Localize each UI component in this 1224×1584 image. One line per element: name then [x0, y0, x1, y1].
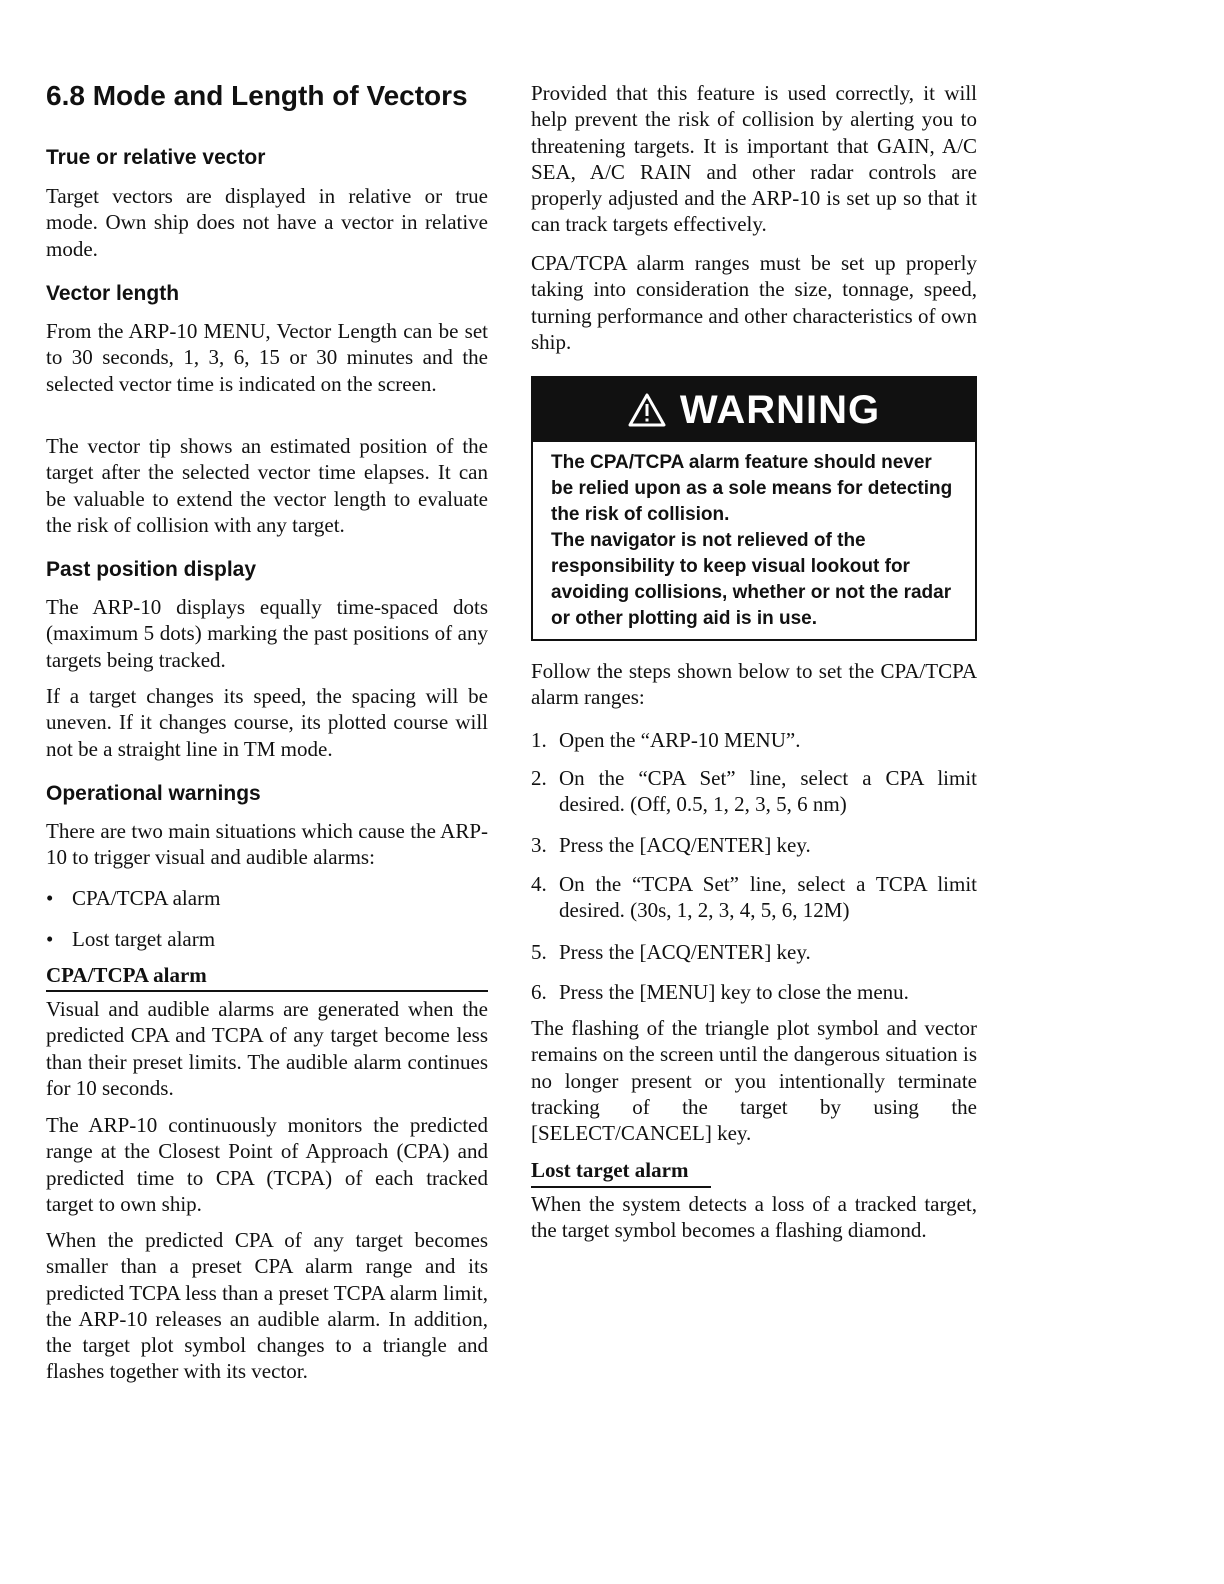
warning-text: The navigator is not relieved of the responsibility to keep visual lookout for avoiding collisions, whether or not the radar or other plotting aid is in use.: [551, 530, 952, 629]
paragraph: If a target changes its speed, the spacing will be uneven. If it changes course, its plotted course will not be a straight line in TM mode.: [46, 684, 488, 761]
step-number: 2.: [531, 766, 547, 790]
paragraph: The ARP-10 displays equally time-spaced dots (maximum 5 dots) marking the past positions of any targets being tracked.: [46, 595, 488, 672]
bullet-text: CPA/TCPA alarm: [72, 886, 221, 910]
paragraph: Target vectors are displayed in relative or true mode. Own ship does not have a vector in relative mode.: [46, 184, 488, 261]
warning-title: WARNING: [679, 387, 881, 432]
paragraph: When the system detects a loss of a tracked target, the target symbol becomes a flashing diamond.: [531, 1192, 977, 1243]
step-text: Open the “ARP-10 MENU”.: [559, 728, 801, 752]
step-number: 1.: [531, 728, 547, 752]
divider: [46, 990, 488, 992]
step-text: Press the [ACQ/ENTER] key.: [559, 833, 811, 857]
paragraph: The ARP-10 continuously monitors the predicted range at the Closest Point of Approach (CPA) and predicted time to CPA (TCPA) of each tracked target to own ship.: [46, 1113, 488, 1216]
paragraph: When the predicted CPA of any target becomes smaller than a preset CPA alarm range and its predicted TCPA less than a preset TCPA alarm limit, the ARP-10 releases an audible alarm. In addition, the target plot symbol changes to a triangle and flashes together with its vector.: [46, 1228, 488, 1384]
step-number: 5.: [531, 940, 547, 964]
heading-operational-warnings: Operational warnings: [46, 782, 261, 805]
paragraph: Provided that this feature is used correctly, it will help prevent the risk of collision by alerting you to threatening targets. It is important that GAIN, A/C SEA, A/C RAIN and other radar controls are properly adjusted and the ARP-10 is set up so that it can track targets effectively.: [531, 81, 977, 237]
step-text: Press the [ACQ/ENTER] key.: [559, 940, 811, 964]
step-number: 6.: [531, 980, 547, 1004]
warning-triangle-icon: [628, 393, 666, 427]
warning-body: [533, 442, 975, 632]
step-text: Press the [MENU] key to close the menu.: [559, 980, 909, 1004]
warning-text: The CPA/TCPA alarm feature should never be relied upon as a sole means for detecting the risk of collision.: [551, 452, 953, 525]
step-text: On the “TCPA Set” line, select a TCPA limit desired. (30s, 1, 2, 3, 4, 5, 6, 12M): [559, 872, 977, 923]
paragraph: CPA/TCPA alarm ranges must be set up properly taking into consideration the size, tonnage, speed, turning performance and other characteristics of own ship.: [531, 251, 977, 354]
warning-header: [533, 378, 975, 442]
warning-box: [531, 376, 977, 641]
paragraph: There are two main situations which cause the ARP-10 to trigger visual and audible alarms:: [46, 819, 488, 870]
bullet-text: Lost target alarm: [72, 927, 216, 951]
heading-vector-length: Vector length: [46, 282, 180, 305]
heading-past-position-display: Past position display: [46, 558, 257, 581]
heading-true-or-relative-vector: True or relative vector: [46, 146, 266, 169]
step-text: On the “CPA Set” line, select a CPA limit desired. (Off, 0.5, 1, 2, 3, 5, 6 nm): [559, 766, 977, 817]
step-number: 3.: [531, 833, 547, 857]
divider: [531, 1186, 711, 1188]
subheading-lost-target-alarm: Lost target alarm: [531, 1158, 689, 1182]
paragraph: The flashing of the triangle plot symbol and vector remains on the screen until the dangerous situation is no longer present or you intentionally terminate tracking of the target by using the [SELECT/CANCEL] key.: [531, 1016, 977, 1146]
paragraph: Follow the steps shown below to set the CPA/TCPA alarm ranges:: [531, 659, 977, 710]
paragraph: Visual and audible alarms are generated when the predicted CPA and TCPA of any target become less than their preset limits. The audible alarm continues for 10 seconds.: [46, 997, 488, 1100]
subheading-cpa-tcpa-alarm: CPA/TCPA alarm: [46, 963, 207, 987]
paragraph: From the ARP-10 MENU, Vector Length can be set to 30 seconds, 1, 3, 6, 15 or 30 minutes and the selected vector time is indicated on the screen.: [46, 319, 488, 396]
section-title: 6.8 Mode and Length of Vectors: [46, 80, 468, 111]
step-number: 4.: [531, 872, 547, 896]
paragraph: The vector tip shows an estimated position of the target after the selected vector time elapses. It can be valuable to extend the vector length to evaluate the risk of collision with any target.: [46, 434, 488, 537]
